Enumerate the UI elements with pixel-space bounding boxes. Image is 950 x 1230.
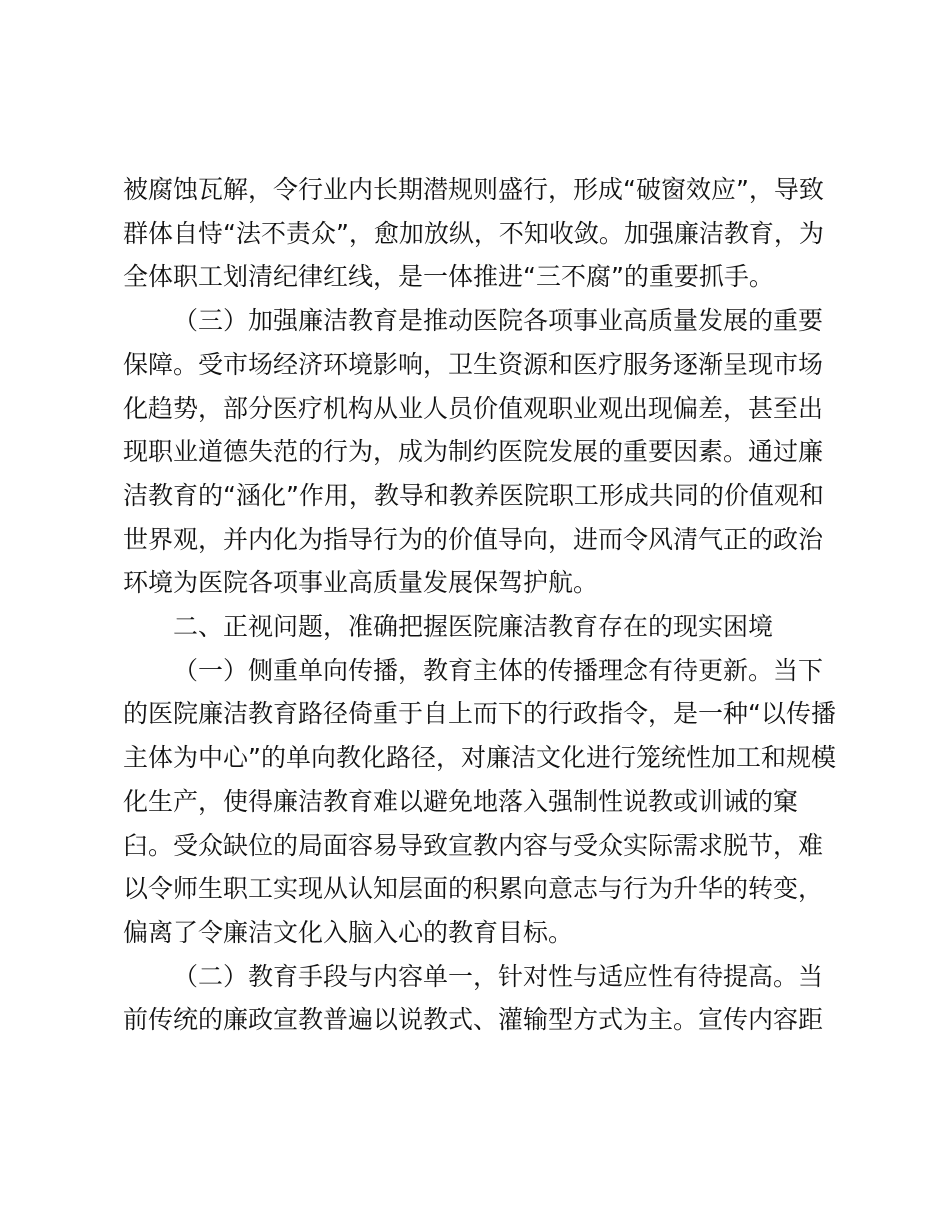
text-line: （二）教育手段与内容单一，针对性与适应性有待提高。当 [173,961,824,991]
document-body [123,168,835,1042]
paragraph-section-three [123,299,835,605]
section-heading [123,605,835,649]
text-line: （一）侧重单向传播，教育主体的传播理念有待更新。当下 [173,655,824,685]
text-line: 全体职工划清纪律红线，是一体推进“三不腐”的重要抓手。 [123,262,774,292]
heading-line: 二、正视问题，准确把握医院廉洁教育存在的现实困境 [173,612,774,642]
text-line: 群体自恃“法不责众”，愈加放纵，不知收敛。加强廉洁教育，为 [123,218,824,248]
paragraph-section-two [123,955,835,1042]
text-line: 保障。受市场经济环境影响，卫生资源和医疗服务逐渐呈现市场 [123,349,824,379]
text-line: 偏离了令廉洁文化入脑入心的教育目标。 [123,917,574,947]
text-line: （三）加强廉洁教育是推动医院各项事业高质量发展的重要 [173,306,824,336]
text-line: 化趋势，部分医疗机构从业人员价值观职业观出现偏差，甚至出 [123,393,824,423]
paragraph-section-one [123,649,835,955]
text-line: 主体为中心”的单向教化路径，对廉洁文化进行笼统性加工和规模 [123,743,836,773]
text-line: 以令师生职工实现从认知层面的积累向意志与行为升华的转变， [123,874,824,904]
text-line: 被腐蚀瓦解，令行业内长期潜规则盛行，形成“破窗效应”，导致 [123,175,824,204]
text-line: 世界观，并内化为指导行为的价值导向，进而令风清气正的政治 [123,524,824,554]
text-line: 化生产，使得廉洁教育难以避免地落入强制性说教或训诫的窠 [123,786,799,816]
text-line: 的医院廉洁教育路径倚重于自上而下的行政指令，是一种“以传播 [123,699,836,729]
paragraph-continuation [123,168,835,299]
text-line: 现职业道德失范的行为，成为制约医院发展的重要因素。通过廉 [123,437,824,467]
text-line: 环境为医院各项事业高质量发展保驾护航。 [123,568,599,598]
text-line: 臼。受众缺位的局面容易导致宣教内容与受众实际需求脱节，难 [123,830,824,860]
text-line: 洁教育的“涵化”作用，教导和教养医院职工形成共同的价值观和 [123,480,824,510]
text-line: 前传统的廉政宣教普遍以说教式、灌输型方式为主。宣传内容距 [123,1005,824,1035]
